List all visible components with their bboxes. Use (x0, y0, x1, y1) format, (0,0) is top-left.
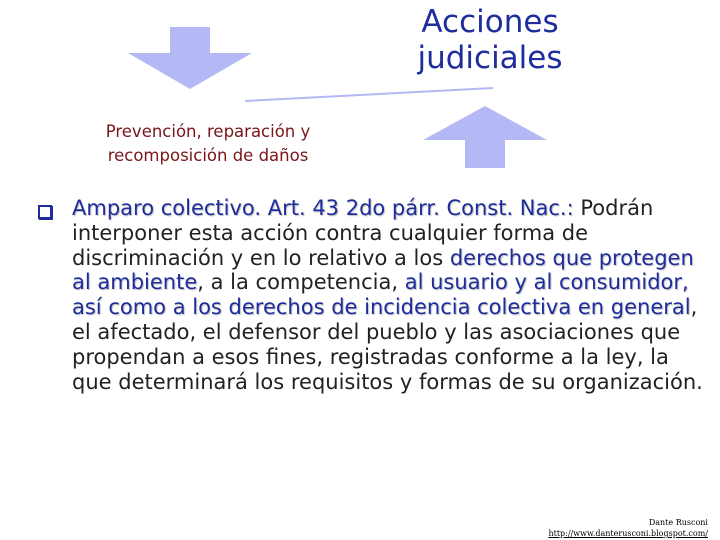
paragraph-text-3: , el afectado, el defensor del pueblo y las asociaciones que propendan a esos fines, registradas conforme a la ley, la que determinará los requisitos y formas de su organización. (72, 295, 703, 394)
highlight-consumer-rights: al usuario y al consumidor, así como a los derechos de incidencia colectiva en general (72, 270, 691, 320)
subtitle-line-1: Prevención, reparación y (105, 122, 311, 141)
down-arrow-icon (128, 27, 253, 91)
connector-line (245, 84, 495, 104)
footer-credit (548, 517, 708, 539)
title-line-1: Acciones (421, 4, 559, 40)
up-arrow-icon (423, 106, 548, 168)
highlight-environment-rights: derechos que protegen al ambiente (72, 245, 694, 295)
subtitle (58, 120, 358, 168)
title-line-2: judiciales (417, 40, 563, 76)
paragraph-text-2: , a la competencia, (197, 270, 405, 295)
subtitle-line-2: recomposición de daños (107, 146, 309, 165)
square-bullet-icon (38, 205, 52, 219)
paragraph-heading: Amparo colectivo. Art. 43 2do párr. Const. Nac.: (72, 196, 574, 220)
footer-url-link[interactable]: http://www.danterusconi.blogspot.com/ (548, 529, 708, 538)
slide-title (400, 4, 580, 76)
footer-author: Dante Rusconi (648, 518, 708, 527)
body-paragraph (72, 196, 712, 394)
paragraph-text-1: Podrán interponer esta acción contra cualquier forma de discriminación y en lo relativo a los (72, 196, 654, 270)
